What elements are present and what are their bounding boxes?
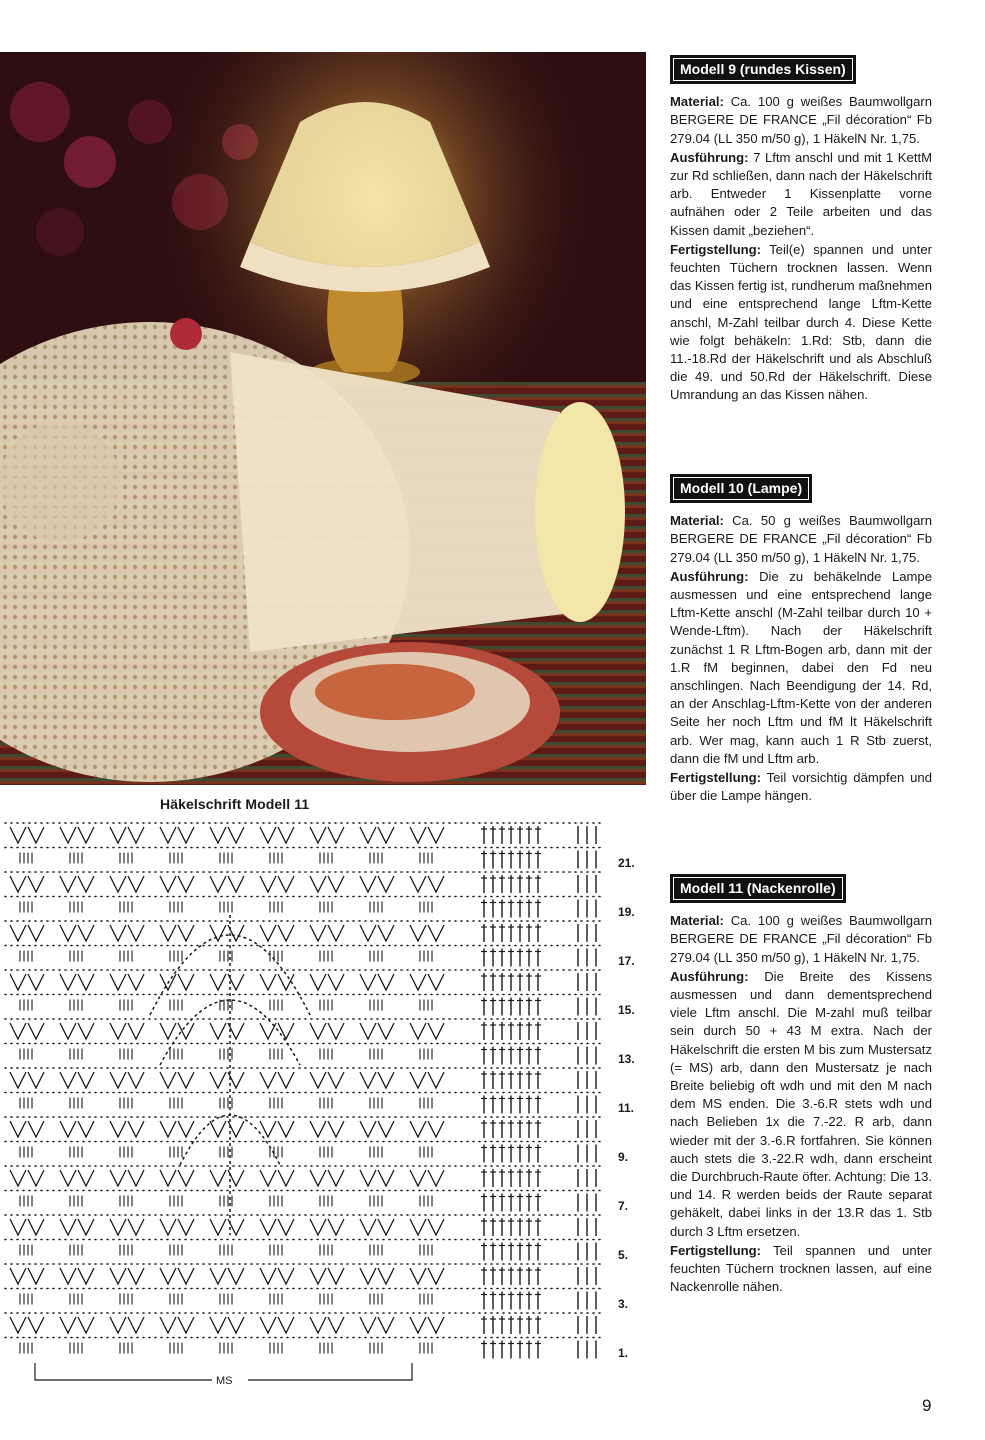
stitch-v [210, 876, 226, 892]
stitch-v [228, 1317, 244, 1333]
stitch-v [328, 925, 344, 941]
stitch-v [260, 876, 276, 892]
stitch-v [78, 1317, 94, 1333]
stitch-v [328, 1268, 344, 1284]
stitch-v [128, 1268, 144, 1284]
paragraph-label: Material: [670, 913, 724, 929]
stitch-v [10, 1170, 26, 1186]
stitch-v [428, 827, 444, 843]
paragraph-text: Die zu behäkelnde Lampe ausmessen und eine entsprechend lange Lftm-Kette anschl (M-Zahl teilbar durch 10 + Wende-Lftm). Nach der Häkelschrift zunächst 1 R Lftm-Bogen arb, dann mit der 1.R fM beginnen, dabei den Fd neu anschlingen. Nach Beendigung der 14. Rd, an der Anschlag-Lftm-Kette von der anderen Seite her noch Lftm und fM lt Häkelschrift arb. Wer mag, kann auch 1 R Stb zuerst, dann die fM und Lftm arb. [670, 568, 932, 766]
stitch-v [110, 1121, 126, 1137]
stitch-v [428, 1072, 444, 1088]
stitch-v [60, 1170, 76, 1186]
stitch-v [160, 1023, 176, 1039]
stitch-v [260, 1072, 276, 1088]
stitch-v [28, 876, 44, 892]
paragraph-text: Teil(e) spannen und unter feuchten Tüchern trocknen lassen. Wenn das Kissen fertig ist, rundherum maßnehmen und eine entsprechend lange Lftm-Kette anschl, M-Zahl teilbar durch 4. Diese Kette wie folgt behäkeln: 1.Rd: Stb, dann die 11.-18.Rd der Häkelschrift und als Abschluß die 49. und 50.Rd der Häkelschrift. Diese Umrandung an das Kissen nähen. [670, 241, 932, 403]
stitch-v [10, 1023, 26, 1039]
stitch-v [360, 1219, 376, 1235]
stitch-v [228, 1121, 244, 1137]
stitch-v [78, 1268, 94, 1284]
paragraph-label: Ausführung: [670, 968, 749, 984]
paragraph-label: Fertigstellung: [670, 770, 761, 786]
paragraph-text: Teil spannen und unter feuchten Tüchern trocknen lassen, auf eine Nackenrolle nähen. [670, 1242, 932, 1295]
model-paragraph [670, 512, 932, 567]
stitch-v [310, 1072, 326, 1088]
stitch-v [278, 876, 294, 892]
stitch-v [128, 974, 144, 990]
model-paragraph [670, 93, 932, 148]
stitch-v [28, 1121, 44, 1137]
stitch-v [260, 1121, 276, 1137]
stitch-v [110, 1170, 126, 1186]
stitch-v [60, 1121, 76, 1137]
stitch-v [128, 1219, 144, 1235]
stitch-v [328, 827, 344, 843]
stitch-v [60, 1219, 76, 1235]
stitch-v [328, 1317, 344, 1333]
stitch-v [378, 974, 394, 990]
stitch-v [78, 876, 94, 892]
stitch-v [10, 925, 26, 941]
model-paragraph [670, 568, 932, 768]
stitch-v [128, 1023, 144, 1039]
stitch-v [110, 974, 126, 990]
chart-title: Häkelschrift Modell 11 [160, 796, 310, 812]
stitch-v [160, 925, 176, 941]
stitch-v [328, 876, 344, 892]
stitch-v [110, 1219, 126, 1235]
row-label: 17. [618, 954, 635, 968]
stitch-v [78, 1219, 94, 1235]
stitch-v [410, 1170, 426, 1186]
stitch-v [360, 974, 376, 990]
stitch-v [260, 974, 276, 990]
paragraph-text: 7 Lftm anschl und mit 1 KettM zur Rd schließen, dann nach der Häkelschrift arb. Entweder 1 Kissenplatte vorne aufnähen oder 2 Teile arbeiten und das Kissen damit „beziehen“. [670, 149, 932, 238]
stitch-v [210, 1121, 226, 1137]
stitch-v [160, 1170, 176, 1186]
stitch-v [378, 1268, 394, 1284]
stitch-v [360, 1170, 376, 1186]
stitch-v [428, 1121, 444, 1137]
stitch-v [28, 1072, 44, 1088]
stitch-v [178, 974, 194, 990]
stitch-v [10, 876, 26, 892]
crochet-chart [0, 815, 646, 1405]
stitch-v [178, 925, 194, 941]
paragraph-label: Material: [670, 94, 724, 110]
model-paragraph [670, 769, 932, 805]
stitch-v [78, 925, 94, 941]
stitch-v [160, 827, 176, 843]
model-9-section [670, 55, 932, 406]
paragraph-text: Die Breite des Kissens ausmessen und dann dementsprechend viele Lftm anschl. Die M-zahl muß teilbar sein durch 50 + 43 M extra. Nach der Häkelschrift die ersten M bis zum Mustersatz (= MS) arb, dann den Mustersatz je nach Breite beliebig oft wdh und mit den M nach dem MS enden. Die 3.-6.R stets wdh und nach Belieben 1x die 7.-22. R arb, dann wieder mit der 3.-6.R fortfahren. Sie können auch stets die 3.-22.R wdh, dann erscheint die Durchbruch-Raute öfter. Achtung: Die 13. und 14. R werden beids der Raute separat gehäkelt, dabei links in der 13.R das 1. Stb durch 3 Lftm ersetzen. [670, 968, 932, 1239]
stitch-v [428, 974, 444, 990]
stitch-v [128, 1121, 144, 1137]
stitch-v [28, 1219, 44, 1235]
stitch-v [310, 925, 326, 941]
model-11-section [670, 874, 932, 1297]
stitch-v [260, 925, 276, 941]
stitch-v [128, 1170, 144, 1186]
stitch-v [310, 1170, 326, 1186]
stitch-v [210, 1072, 226, 1088]
model-paragraph [670, 912, 932, 967]
stitch-v [210, 1023, 226, 1039]
row-label: 19. [618, 905, 635, 919]
stitch-v [160, 1072, 176, 1088]
row-label: 21. [618, 856, 635, 870]
stitch-v [428, 876, 444, 892]
stitch-v [328, 1072, 344, 1088]
paragraph-text: Ca. 100 g weißes Baumwollgarn BERGERE DE FRANCE „Fil décoration“ Fb 279.04 (LL 350 m/50 g), 1 HäkelN Nr. 1,75. [670, 94, 932, 146]
stitch-v [328, 1170, 344, 1186]
row-label: 9. [618, 1150, 629, 1164]
stitch-v [278, 1121, 294, 1137]
stitch-v [128, 1072, 144, 1088]
stitch-v [60, 1072, 76, 1088]
stitch-v [28, 1170, 44, 1186]
stitch-v [10, 1072, 26, 1088]
stitch-v [328, 1219, 344, 1235]
stitch-v [328, 1121, 344, 1137]
stitch-v [310, 876, 326, 892]
stitch-v [310, 1219, 326, 1235]
model-heading: Modell 9 (rundes Kissen) [670, 55, 856, 84]
stitch-v [60, 827, 76, 843]
stitch-v [10, 1219, 26, 1235]
stitch-v [10, 974, 26, 990]
stitch-v [60, 1268, 76, 1284]
row-label: 5. [618, 1248, 629, 1262]
paragraph-label: Fertigstellung: [670, 1242, 761, 1258]
stitch-v [10, 827, 26, 843]
stitch-v [60, 925, 76, 941]
stitch-v [260, 827, 276, 843]
stitch-v [110, 1268, 126, 1284]
stitch-v [428, 1170, 444, 1186]
stitch-v [410, 827, 426, 843]
stitch-v [110, 876, 126, 892]
stitch-v [178, 1072, 194, 1088]
model-heading: Modell 11 (Nackenrolle) [670, 874, 846, 903]
stitch-v [378, 1170, 394, 1186]
paragraph-label: Ausführung: [670, 568, 749, 584]
row-label: 7. [618, 1199, 629, 1213]
stitch-v [410, 1072, 426, 1088]
stitch-v [410, 876, 426, 892]
row-label: 13. [618, 1052, 635, 1066]
model-paragraph [670, 149, 932, 240]
stitch-v [78, 1170, 94, 1186]
stitch-v [360, 827, 376, 843]
stitch-v [178, 876, 194, 892]
stitch-v [210, 827, 226, 843]
stitch-v [160, 1268, 176, 1284]
stitch-v [278, 827, 294, 843]
model-paragraph [670, 241, 932, 405]
stitch-v [110, 925, 126, 941]
photo-pillows-lamp [0, 52, 646, 785]
stitch-v [228, 876, 244, 892]
stitch-v [28, 827, 44, 843]
model-paragraph [670, 1242, 932, 1297]
stitch-v [228, 827, 244, 843]
stitch-v [310, 974, 326, 990]
paragraph-label: Fertigstellung: [670, 241, 761, 257]
stitch-v [278, 925, 294, 941]
stitch-v [260, 1317, 276, 1333]
stitch-v [10, 1121, 26, 1137]
stitch-v [360, 876, 376, 892]
stitch-v [128, 827, 144, 843]
model-10-section [670, 474, 932, 806]
stitch-v [210, 1219, 226, 1235]
stitch-v [160, 876, 176, 892]
stitch-v [410, 974, 426, 990]
stitch-v [310, 1023, 326, 1039]
stitch-v [278, 1219, 294, 1235]
stitch-v [310, 1121, 326, 1137]
repeat-label: MS [216, 1375, 233, 1387]
row-label: 3. [618, 1297, 629, 1311]
stitch-v [328, 974, 344, 990]
stitch-v [128, 876, 144, 892]
stitch-v [78, 974, 94, 990]
stitch-v [360, 1023, 376, 1039]
stitch-v [78, 827, 94, 843]
stitch-v [28, 1268, 44, 1284]
stitch-v [128, 1317, 144, 1333]
paragraph-text: Ca. 50 g weißes Baumwollgarn BERGERE DE FRANCE „Fil décoration“ Fb 279.04 (LL 350 m/50 g), 1 HäkelN Nr. 1,75. [670, 513, 932, 565]
stitch-v [178, 1219, 194, 1235]
stitch-v [160, 1219, 176, 1235]
stitch-v [360, 1317, 376, 1333]
stitch-v [28, 1317, 44, 1333]
stitch-v [310, 1268, 326, 1284]
paragraph-text: Teil vorsichtig dämpfen und über die Lampe hängen. [670, 770, 932, 804]
stitch-v [360, 925, 376, 941]
paragraph-text: Ca. 100 g weißes Baumwollgarn BERGERE DE FRANCE „Fil décoration“ Fb 279.04 (LL 350 m/50 g), 1 HäkelN Nr. 1,75. [670, 913, 932, 965]
stitch-v [260, 1219, 276, 1235]
stitch-v [210, 1268, 226, 1284]
stitch-v [378, 876, 394, 892]
stitch-v [110, 1023, 126, 1039]
stitch-v [428, 925, 444, 941]
stitch-v [178, 827, 194, 843]
stitch-v [360, 1121, 376, 1137]
stitch-v [178, 1317, 194, 1333]
stitch-v [378, 925, 394, 941]
stitch-v [160, 1317, 176, 1333]
stitch-v [110, 827, 126, 843]
stitch-v [60, 1317, 76, 1333]
stitch-v [410, 925, 426, 941]
stitch-v [310, 827, 326, 843]
stitch-v [378, 1121, 394, 1137]
stitch-v [78, 1072, 94, 1088]
stitch-v [160, 1121, 176, 1137]
stitch-v [228, 1170, 244, 1186]
model-heading: Modell 10 (Lampe) [670, 474, 812, 503]
stitch-v [10, 1268, 26, 1284]
stitch-v [210, 1170, 226, 1186]
stitch-v [110, 1317, 126, 1333]
stitch-v [178, 1121, 194, 1137]
stitch-v [378, 1072, 394, 1088]
page-number: 9 [922, 1396, 932, 1415]
stitch-v [278, 1170, 294, 1186]
stitch-v [410, 1268, 426, 1284]
stitch-v [378, 1023, 394, 1039]
stitch-v [28, 974, 44, 990]
stitch-v [428, 1219, 444, 1235]
stitch-v [378, 827, 394, 843]
stitch-v [28, 1023, 44, 1039]
stitch-v [378, 1219, 394, 1235]
stitch-v [328, 1023, 344, 1039]
stitch-v [228, 1268, 244, 1284]
stitch-v [10, 1317, 26, 1333]
stitch-v [428, 1023, 444, 1039]
stitch-v [278, 1072, 294, 1088]
row-label: 15. [618, 1003, 635, 1017]
row-label: 11. [618, 1101, 635, 1115]
stitch-v [410, 1121, 426, 1137]
model-paragraph [670, 968, 932, 1241]
stitch-v [260, 1170, 276, 1186]
stitch-v [310, 1317, 326, 1333]
stitch-v [428, 1317, 444, 1333]
stitch-v [210, 925, 226, 941]
stitch-v [210, 974, 226, 990]
stitch-v [128, 925, 144, 941]
stitch-v [210, 1317, 226, 1333]
stitch-v [110, 1072, 126, 1088]
stitch-v [278, 1023, 294, 1039]
stitch-v [178, 1268, 194, 1284]
stitch-v [60, 974, 76, 990]
stitch-v [178, 1170, 194, 1186]
stitch-v [410, 1023, 426, 1039]
stitch-v [78, 1121, 94, 1137]
stitch-v [260, 1268, 276, 1284]
stitch-v [28, 925, 44, 941]
stitch-v [178, 1023, 194, 1039]
stitch-v [60, 1023, 76, 1039]
paragraph-label: Material: [670, 513, 724, 529]
paragraph-label: Ausführung: [670, 149, 749, 165]
row-label: 1. [618, 1346, 629, 1360]
stitch-v [360, 1072, 376, 1088]
stitch-v [410, 1317, 426, 1333]
stitch-v [428, 1268, 444, 1284]
stitch-v [410, 1219, 426, 1235]
stitch-v [60, 876, 76, 892]
stitch-v [360, 1268, 376, 1284]
stitch-v [78, 1023, 94, 1039]
stitch-v [278, 1317, 294, 1333]
stitch-v [278, 1268, 294, 1284]
stitch-v [378, 1317, 394, 1333]
